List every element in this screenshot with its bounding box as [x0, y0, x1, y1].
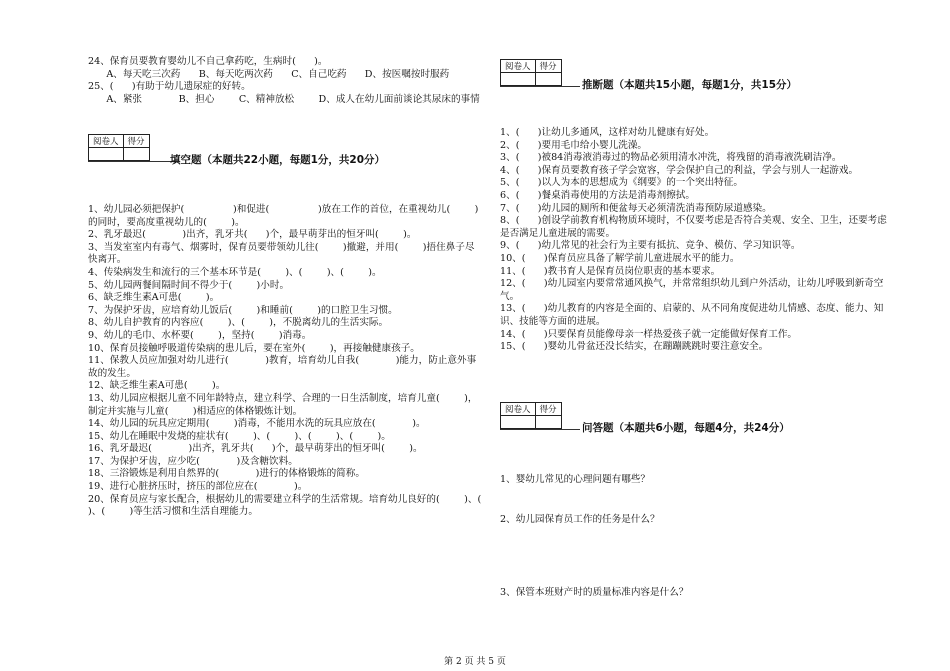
judge-section-rule — [500, 86, 580, 87]
fill-item: 15、幼儿在睡眠中发烧的症状有( )、( )、( )、( )。 — [88, 430, 391, 442]
judge-item: 9、( )幼儿常见的社会行为主要有抵抗、竞争、模仿、学习知识等。 — [500, 240, 801, 252]
judge-item: 15、( )婴幼儿骨盆还没长结实，在蹦蹦跳跳时要注意安全。 — [500, 341, 769, 353]
reviewer-label: 阅卷人 — [501, 60, 536, 73]
fill-item: 3、当发室室内有毒气、烟雾时，保育员要带领幼儿往( )撤避，并用( )捂住鼻子尽快离开。 — [88, 241, 475, 266]
fill-item: 12、缺乏维生素A可患( )。 — [88, 380, 226, 392]
judge-item: 6、( )餐桌消毒使用的方法是消毒剂擦拭。 — [500, 189, 695, 201]
qa-section-title: 问答题（本题共6小题，每题4分，共24分） — [582, 422, 790, 434]
score-cell — [535, 73, 561, 86]
question-25-options: A、紧张 B、担心 C、精神放松 D、成人在幼儿面前谈论其尿床的事情 — [88, 93, 480, 105]
score-cell — [535, 416, 561, 429]
fill-item: 13、幼儿园应根据儿童不同年龄特点，建立科学、合理的一日生活制度，培育儿童( )，制定并实施与儿童( )相适应的体格锻炼计划。 — [88, 392, 478, 417]
fill-item: 1、幼儿园必须把保护( )和促进( )放在工作的首位，在重视幼儿( )的同时，要高度重视幼儿的( )。 — [88, 204, 479, 228]
qa-question-3: 3、保管本班财产时的质量标准内容是什么？ — [500, 587, 689, 598]
qa-question-1: 1、婴幼儿常见的心理问题有哪些？ — [500, 474, 651, 485]
reviewer-label: 阅卷人 — [501, 403, 536, 416]
judge-item: 13、( )幼儿教育的内容是全面的、启蒙的、从不同角度促进幼儿情感、态度、能力、知识、技能等方面的进展。 — [500, 303, 884, 327]
fill-item: 18、三浴锻炼是利用自然界的( )进行的体格锻炼的简称。 — [88, 468, 365, 480]
score-box-qa — [500, 402, 562, 429]
judge-item: 14、( )只要保育员能像母亲一样热爱孩子就一定能做好保育工作。 — [500, 328, 798, 340]
fill-item: 10、保育员接触呼吸道传染病的患儿后，要在室外( )，再接触健康孩子。 — [88, 342, 420, 354]
fill-item: 2、乳牙最迟( )出齐，乳牙共( )个，最早萌芽出的恒牙叫( )。 — [88, 229, 417, 241]
judge-item: 2、( )要用毛巾给小婴儿洗澡。 — [500, 139, 648, 151]
fill-item: 16、乳牙最迟( )出齐，乳牙共( )个，最早萌芽出的恒牙叫( )。 — [88, 443, 423, 455]
reviewer-label: 阅卷人 — [89, 135, 124, 148]
judge-section-body — [500, 127, 890, 354]
judge-section-title: 推断题（本题共15小题，每题1分，共15分） — [582, 79, 798, 91]
judge-item: 12、( )幼儿园室内要常常通风换气，并常常组织幼儿到户外活动，让幼儿呼吸到新奇空气。 — [500, 278, 884, 302]
fill-item: 20、保育员应与家长配合，根据幼儿的需要建立科学的生活常规。培育幼儿良好的( )、( )、( )等生活习惯和生活自理能力。 — [88, 493, 506, 518]
reviewer-cell — [501, 416, 536, 429]
fill-item: 19、进行心脏挤压时，挤压的部位应在( )。 — [88, 481, 308, 493]
fill-section-rule — [88, 161, 178, 162]
score-box-fill — [88, 134, 150, 161]
judge-item: 1、( )让幼儿多通风，这样对幼儿健康有好处。 — [500, 127, 715, 138]
fill-item: 6、缺乏维生素A可患( )。 — [88, 292, 220, 304]
score-box-judge — [500, 59, 562, 86]
reviewer-cell — [501, 73, 536, 86]
fill-item: 8、幼儿自护教育的内容应( )、( )，不脱离幼儿的生活实际。 — [88, 317, 389, 329]
score-label: 得分 — [535, 60, 561, 73]
fill-item: 14、幼儿园的玩具应定期用( )消毒，不能用水洗的玩具应放在( )。 — [88, 418, 426, 430]
top-questions — [88, 56, 483, 106]
reviewer-cell — [89, 148, 124, 161]
judge-item: 8、( )创设学前教育机构物质环境时，不仅要考虑是否符合美观、安全、卫生，还要考虑是否满足儿童进展的需要。 — [500, 215, 887, 239]
question-24-options: A、每天吃三次药 B、每天吃两次药 C、自己吃药 D、按医嘱按时服药 — [88, 68, 450, 80]
fill-section-title: 填空题（本题共22小题，每题1分，共20分） — [170, 154, 386, 166]
score-cell — [123, 148, 149, 161]
fill-item: 11、保教人员应加强对幼儿进行( )教育，培育幼儿自我( )能力，防止意外事故的发生。 — [88, 355, 477, 379]
page-footer: 第 2 页 共 5 页 — [444, 657, 506, 667]
fill-item: 7、为保护牙齿，应培育幼儿饭后( )和睡前( )的口腔卫生习惯。 — [88, 304, 398, 316]
judge-item: 10、( )保育员应具备了解学前儿童进展水平的能力。 — [500, 252, 740, 264]
qa-section-rule — [500, 429, 580, 430]
fill-item: 9、幼儿的毛巾、水杯要( )，坚持( )消毒。 — [88, 329, 312, 341]
score-label: 得分 — [535, 403, 561, 416]
judge-item: 4、( )保育员要教育孩子学会宽容，学会保护自己的利益，学会与别人一起游戏。 — [500, 164, 859, 176]
qa-question-2: 2、幼儿园保育员工作的任务是什么？ — [500, 514, 660, 525]
question-25: 25、( )有助于幼儿遗尿症的好转。 — [88, 81, 251, 93]
judge-item: 3、( )被84消毒液消毒过的物品必须用清水冲洗，将残留的消毒液洗刷洁净。 — [500, 152, 842, 164]
judge-item: 7、( )幼儿园的厕所和便盆每天必须清洗消毒预防尿道感染。 — [500, 202, 772, 214]
fill-section-body — [88, 204, 506, 519]
fill-item: 4、传染病发生和流行的三个基本环节是( )、( )、( )。 — [88, 266, 382, 278]
judge-item: 5、( )以人为本的思想成为《纲要》的一个突出特征。 — [500, 177, 743, 189]
fill-item: 5、幼儿园两餐间隔时间不得少于( )小时。 — [88, 279, 290, 291]
judge-item: 11、( )教书育人是保育员岗位职责的基本要求。 — [500, 265, 721, 277]
question-24: 24、保育员要教育婴幼儿不自己拿药吃，生病时( )。 — [88, 56, 328, 67]
score-label: 得分 — [123, 135, 149, 148]
fill-item: 17、为保护牙齿，应少吃( )及含糖饮料。 — [88, 455, 298, 467]
